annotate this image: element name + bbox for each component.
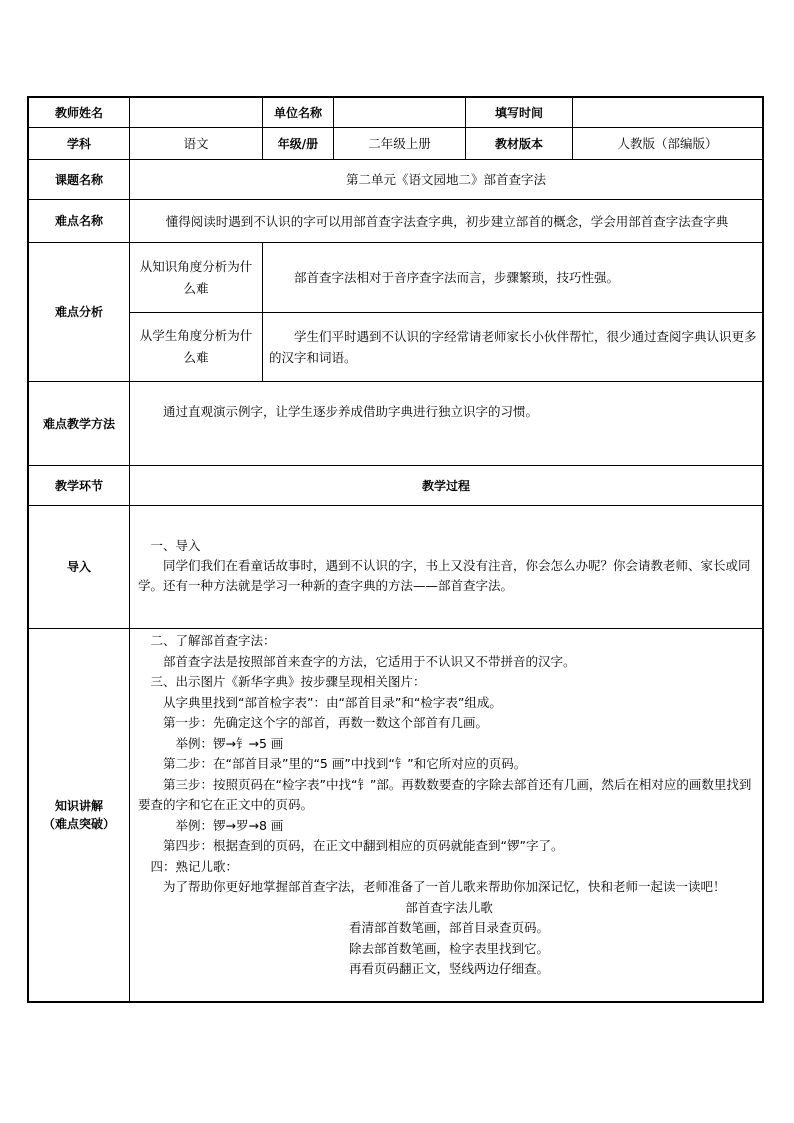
poem-line: 看清部首数笔画，部首目录查页码。 (348, 920, 549, 935)
lecture-example: 举例：锣→钅→5 画 (175, 735, 284, 751)
knowledge-value: 部首查字法相对于音序查字法而言，步骤繁琐，技巧性强。 (294, 269, 620, 285)
grade-value: 二年级上册 (368, 135, 431, 151)
lecture-line: 为了帮助你更好地掌握部首查字法，老师准备了一首儿歌来帮助你加深记忆，快和老师一起读一读吧！ (163, 879, 726, 894)
lecture-sublabel: （难点突破） (42, 817, 115, 831)
lecture-line: 部首查字法是按照部首来查字的方法，它适用于不认识又不带拼音的汉字。 (163, 653, 576, 669)
lecture-line: 第一步：先确定这个字的部首，再数一数这个部首有几画。 (163, 715, 489, 730)
subject-value: 语文 (183, 135, 209, 151)
student-label: 从学生角度分析为什么难 (139, 328, 253, 365)
method-value: 通过直观演示例字，让学生逐步养成借助字典进行独立识字的习惯。 (163, 404, 539, 419)
subject-label: 学科 (66, 136, 91, 151)
knowledge-label: 从知识角度分析为什么难 (139, 258, 253, 296)
intro-section (138, 536, 760, 596)
grade-label: 年级/册 (277, 136, 319, 151)
poem-line: 除去部首数笔画，检字表里找到它。 (348, 940, 549, 956)
lecture-line: 第二步：在“部首目录”里的“5 画”中找到“钅”和它所对应的页码。 (163, 756, 527, 771)
intro-label: 导入 (66, 560, 91, 574)
lecture-label-cell (29, 629, 129, 1001)
lecture-line: 四：熟记儿歌： (150, 858, 239, 874)
lecture-line: 第四步：根据查到的页码，在正文中翻到相应的页码就能查到“锣”字了。 (163, 838, 564, 853)
lecture-line: 从字典里找到“部首检字表”：由“部首目录”和“检字表”组成。 (163, 694, 502, 710)
lesson-label: 课题名称 (54, 172, 103, 187)
method-label: 难点教学方法 (42, 416, 115, 431)
row-divider (27, 628, 764, 629)
analysis-label: 难点分析 (54, 305, 103, 319)
edition-label: 教材版本 (494, 136, 543, 151)
lecture-section (138, 631, 760, 980)
lecture-label: 知识讲解 (54, 799, 103, 813)
teacher-label: 教师姓名 (54, 105, 103, 120)
lecture-line: 第三步：按照页码在“检字表”中找“钅”部。再数数要查的字除去部首还有几画，然后在相对应的画数里找到要查的字和它在正文中的页码。 (138, 776, 752, 812)
lesson-title: 第二单元《语文园地二》部首查字法 (345, 171, 546, 187)
row-divider (27, 505, 764, 506)
lecture-line: 三、出示图片《新华字典》按步骤呈现相关图片： (150, 674, 426, 689)
student-value: 学生们平时遇到不认识的字经常请老师家长小伙伴帮忙，很少通过查阅字典认识更多的汉字和词语。 (269, 329, 757, 365)
stage-label: 教学环节 (54, 478, 103, 493)
date-label: 填写时间 (494, 105, 543, 120)
difficulty-value: 懂得阅读时遇到不认识的字可以用部首查字法查字典，初步建立部首的概念，学会用部首查字法查字典 (165, 213, 729, 229)
intro-title: 一、导入 (150, 538, 201, 553)
lecture-line: 二、了解部首查字法： (150, 633, 276, 648)
unit-value[interactable] (334, 98, 465, 127)
date-value[interactable] (573, 98, 762, 127)
teacher-value[interactable] (130, 98, 262, 127)
intro-text: 同学们我们在看童话故事时，遇到不认识的字，书上又没有注音，你会怎么办呢？你会请教老师、家长或同学。还有一种方法就是学习一种新的查字典的方法——部首查字法。 (138, 558, 751, 593)
poem-line: 再看页码翻正文，竖线两边仔细查。 (348, 961, 549, 976)
unit-label: 单位名称 (273, 105, 322, 120)
col-divider (129, 96, 130, 1003)
difficulty-label: 难点名称 (54, 214, 103, 228)
process-label: 教学过程 (421, 478, 470, 493)
edition-value: 人教版（部编版） (617, 135, 718, 151)
lecture-example: 举例：锣→罗→8 画 (175, 817, 284, 833)
poem-title: 部首查字法儿歌 (405, 899, 493, 915)
